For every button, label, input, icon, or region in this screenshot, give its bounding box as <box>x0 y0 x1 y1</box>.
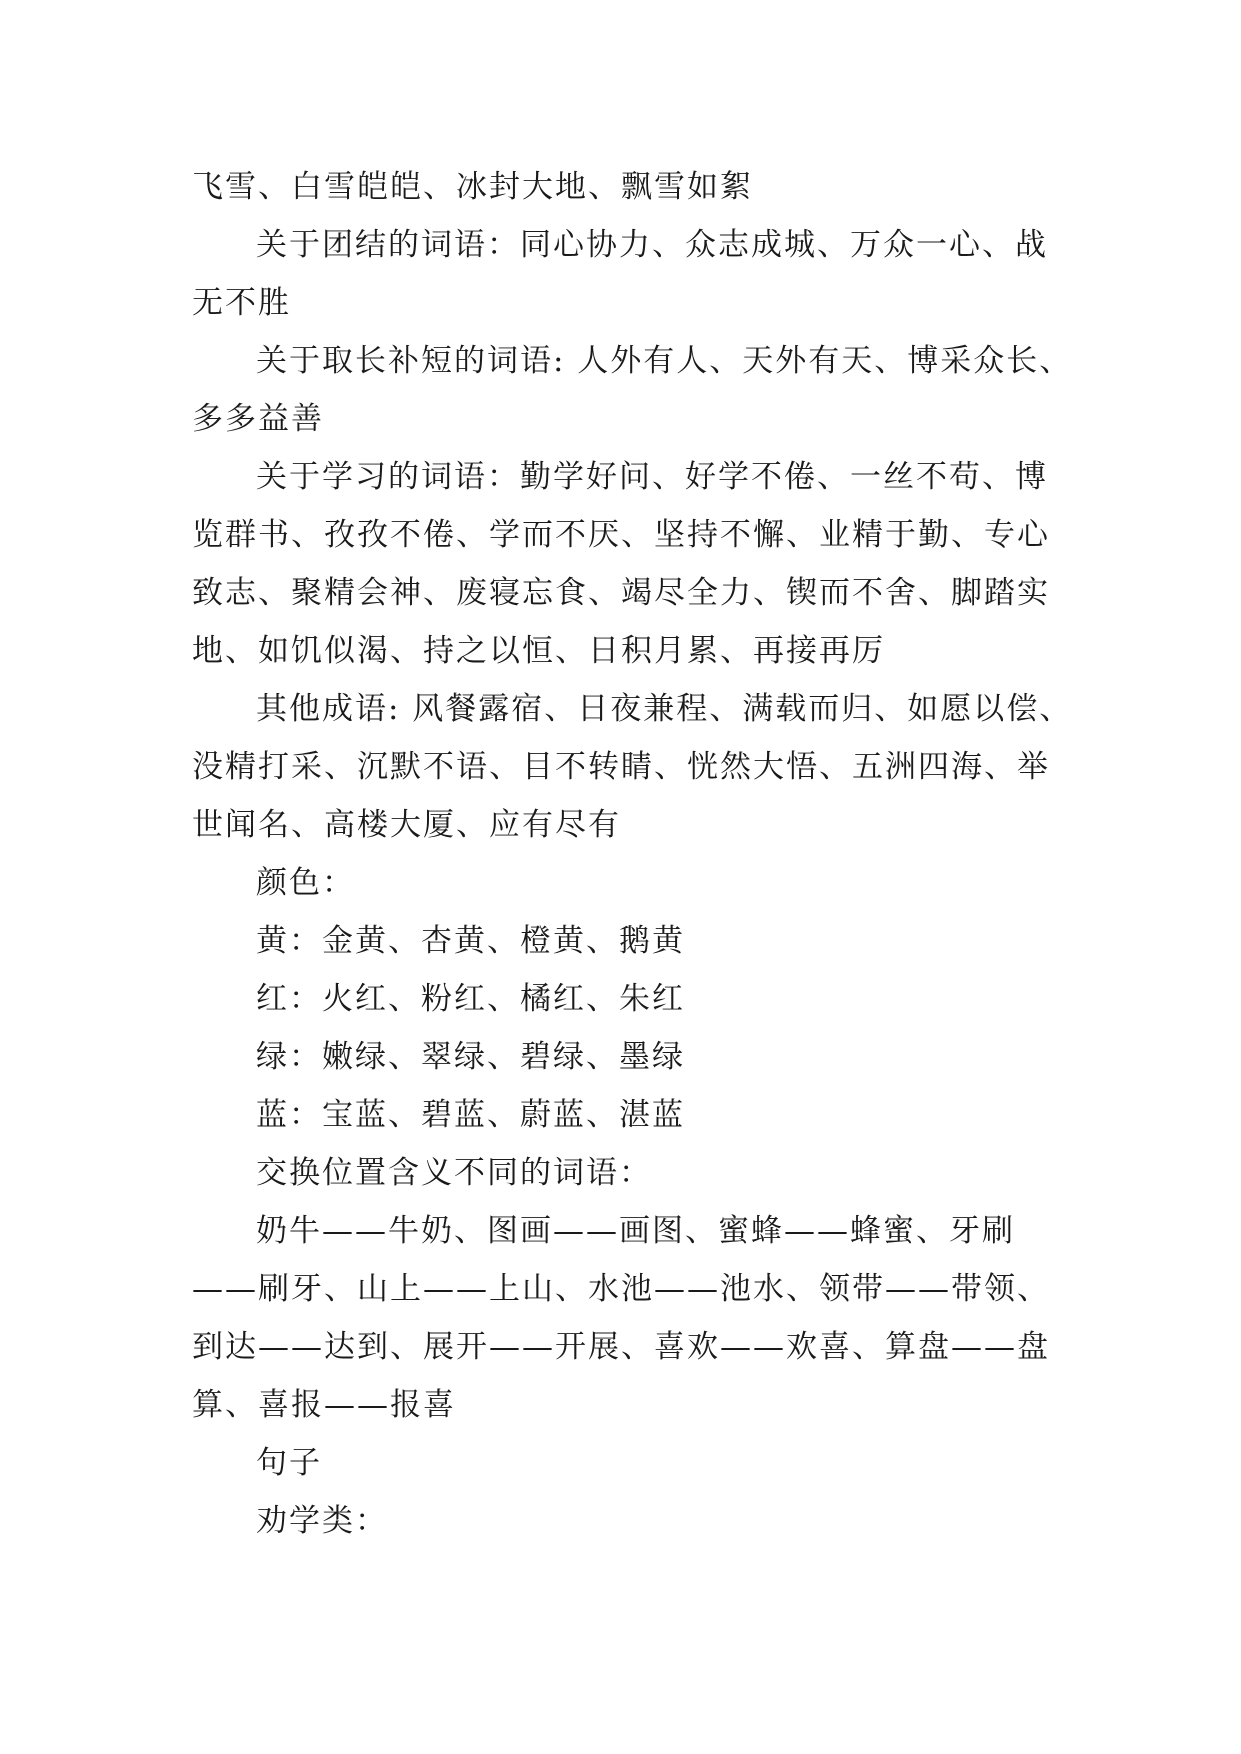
text-line: 关于取长补短的词语: 人外有人、天外有天、博采众长、 <box>256 343 1073 379</box>
text-line: 奶牛——牛奶、图画——画图、蜜蜂——蜂蜜、牙刷 <box>256 1213 1015 1249</box>
text-line: 关于学习的词语：勤学好问、好学不倦、一丝不苟、博 <box>256 459 1048 495</box>
text-line: 无不胜 <box>192 285 291 321</box>
text-line: 句子 <box>256 1445 322 1481</box>
text-line: 绿：嫩绿、翠绿、碧绿、墨绿 <box>256 1039 685 1075</box>
document-body <box>192 158 1073 1550</box>
text-line: 多多益善 <box>192 401 324 437</box>
text-line: 劝学类： <box>256 1503 388 1539</box>
text-line: 其他成语: 风餐露宿、日夜兼程、满载而归、如愿以偿、 <box>256 691 1073 727</box>
text-line: 致志、聚精会神、废寝忘食、竭尽全力、锲而不舍、脚踏实 <box>192 575 1050 611</box>
text-line: 飞雪、白雪皑皑、冰封大地、飘雪如絮 <box>192 169 753 205</box>
text-line: 关于团结的词语：同心协力、众志成城、万众一心、战 <box>256 227 1048 263</box>
text-line: 览群书、孜孜不倦、学而不厌、坚持不懈、业精于勤、专心 <box>192 517 1050 553</box>
text-line: 颜色： <box>256 865 355 901</box>
text-line: 黄：金黄、杏黄、橙黄、鹅黄 <box>256 923 685 959</box>
text-line: 地、如饥似渴、持之以恒、日积月累、再接再厉 <box>192 633 885 669</box>
text-line: 到达——达到、展开——开展、喜欢——欢喜、算盘——盘 <box>192 1329 1050 1365</box>
text-line: 交换位置含义不同的词语： <box>256 1155 652 1191</box>
text-line: 蓝：宝蓝、碧蓝、蔚蓝、湛蓝 <box>256 1097 685 1133</box>
text-line: 红：火红、粉红、橘红、朱红 <box>256 981 685 1017</box>
text-line: 世闻名、高楼大厦、应有尽有 <box>192 807 621 843</box>
text-line: ——刷牙、山上——上山、水池——池水、领带——带领、 <box>192 1271 1050 1307</box>
text-line: 没精打采、沉默不语、目不转睛、恍然大悟、五洲四海、举 <box>192 749 1050 785</box>
text-line: 算、喜报——报喜 <box>192 1387 456 1423</box>
